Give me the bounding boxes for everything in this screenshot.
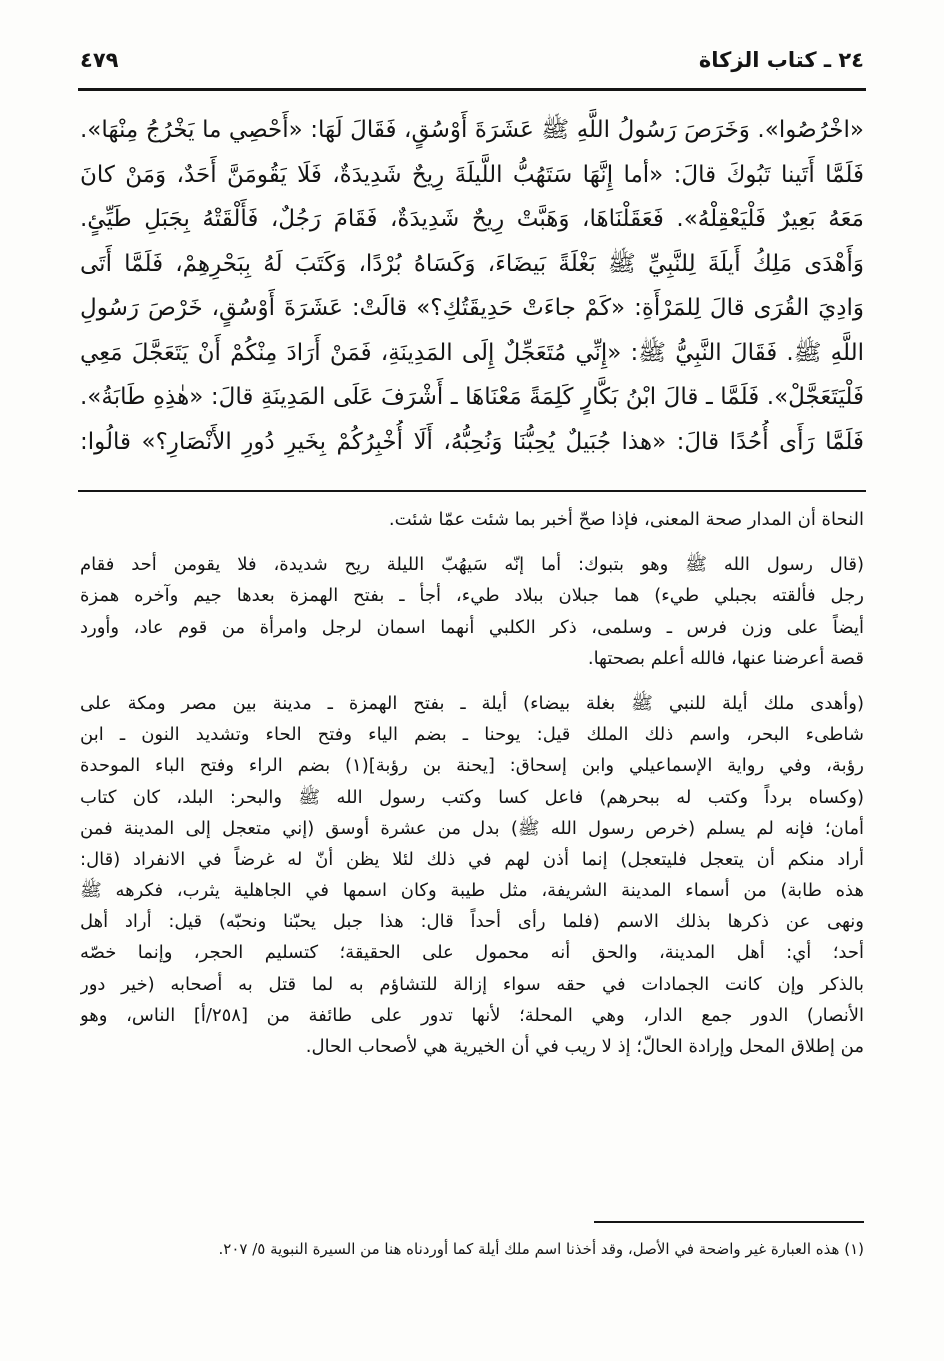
- commentary-line: شاطىء البحر، واسم ذلك الملك قيل: يوحنا ـ بضم الياء وفتح الحاء وتشديد النون ـ ابن: [80, 724, 864, 746]
- hadith-line: فَلَمَّا رَأَى أُحُدًا قالَ: «هذا جُبَيلٌ يُحِبُّنَا وَنُحِبُّهُ، أَلَا أُخْبِرُكُمْ بِخَيرِ دُورِ الأَنْصَارِ؟» قالُوا:: [80, 428, 864, 455]
- paragraph-gap: [80, 674, 864, 688]
- hadith-line: مَعَهُ بَعِيرٌ فَلْيَعْقِلْهُ». فَعَقَلْنَاهَا، وَهَبَّتْ رِيحٌ شَدِيدَةٌ، فَقَامَ رَجُلٌ، فَأَلْقَتْهُ بِجَبَلِ طَيِّئٍ.: [80, 206, 864, 232]
- commentary-line: أيضاً على وزن فرس ـ وسلمى، ذكر الكلبي أنهما اسمان لرجل وامرأة من قوم عاد، وأورد: [80, 616, 864, 638]
- hadith-text: [80, 108, 864, 464]
- paragraph-gap: [80, 535, 864, 549]
- page-header: [80, 48, 864, 88]
- hadith-line: وَادِيَ القُرَى قالَ لِلمَرْأَةِ: «كَمْ جاءَتْ حَدِيقَتُكِ؟» قالَتْ: عَشَرَةَ أَوْسُقٍ، خَرْصَ رَسُولِ: [80, 295, 864, 321]
- hadith-line: فَلْيَتَعَجَّلْ». فَلَمَّا ـ قالَ ابْنُ بَكَّارٍ كَلِمَةً مَعْنَاهَا ـ أَشْرَفَ عَلَى المَدِينَةِ قالَ: «هٰذِهِ طَابَةُ».: [80, 384, 864, 410]
- commentary-line: رؤبة، وفي رواية الإسماعيلي وابن إسحاق: [يحنة بن رؤبة](١) بضم الراء وفتح الباء الموحدة: [80, 755, 864, 777]
- commentary-line: أحد؛ أي: أهل المدينة، والحق أنه محمول على الحقيقة؛ كتسليم الحجر، وإنما خصّه: [80, 942, 864, 964]
- hadith-line: اللَّهِ ﷺ. فَقَالَ النَّبِيُّ ﷺ: «إِنِّي مُتَعَجِّلٌ إِلَى المَدِينَةِ، فَمَنْ أَرَادَ مِنْكُمْ أَنْ يَتَعَجَّلَ مَعِي: [80, 339, 864, 366]
- commentary-line: هذه طابة) من أسماء المدينة الشريفة، مثل طيبة وكان اسمها في الجاهلية يثرب، فكرهه ﷺ: [80, 880, 864, 902]
- commentary-line: بالذكر وإن كانت الجمادات في حقه سواء إزالة للتشاؤم به لما قتل به أصحابه (خير دور: [80, 973, 864, 995]
- footnote-rule: [594, 1221, 864, 1223]
- commentary-line: أمان؛ فإنه لم يسلم (خرص رسول الله ﷺ) بدل من عشرة أوسق (إني متعجل إلى المدينة فمن: [80, 817, 864, 839]
- commentary-line: أراد منكم أن يتعجل فليتعجل) إنما أذن لهم في ذلك لئلا يظن أنّ له غرضاً في الانفراد (قال:: [80, 848, 864, 870]
- chapter-title: ٢٤ ـ كتاب الزكاة: [698, 48, 864, 72]
- commentary-line: النحاة أن المدار صحة المعنى، فإذا صحّ أخبر بما شئت عمّا شئت.: [388, 509, 864, 530]
- commentary-line: (وكساه برداً وكتب له ببحرهم) فاعل كسا وكتب رسول الله ﷺ والبحر: البلد، كان كتاب: [80, 786, 864, 808]
- page-number: ٤٧٩: [80, 48, 119, 72]
- commentary-line: من إطلاق المحل وإرادة الحالّ؛ إذ لا ريب في أن الخيرية هي لأصحاب الحال.: [305, 1036, 864, 1057]
- commentary-line: ونهى عن ذكرها بذلك الاسم (فلما رأى أحداً قال: هذا جبل يحبّنا ونحبّه) قيل: أراد أهل: [80, 911, 864, 933]
- hadith-line: «اخْرُصُوا». وَخَرَصَ رَسُولُ اللَّهِ ﷺ عَشَرَةَ أَوْسُقٍ، فَقَالَ لَهَا: «أَحْصِي ما يَخْرُجُ مِنْهَا».: [80, 117, 864, 143]
- section-divider: [78, 490, 866, 492]
- commentary-line: (قال رسول الله ﷺ وهو بتبوك: أما إنّه سَيهُبّ الليلة ريح شديدة، فلا يقومن أحد فقام: [80, 554, 864, 576]
- header-rule: [78, 88, 866, 91]
- commentary-line: الأنصار) الدور جمع الدار، وهي المحلة؛ لأنها تدور على طائفة من [٢٥٨/أ] الناس، وهو: [80, 1004, 864, 1026]
- hadith-line: وَأَهْدَى مَلِكُ أَيلَةَ لِلنَّبِيِّ ﷺ بَغْلَةً بَيضَاءَ، وَكَسَاهُ بُرْدًا، وَكَتَبَ لَهُ بِبَحْرِهِمْ، فَلَمَّا أَتَى: [80, 250, 864, 277]
- commentary-text: [80, 504, 864, 1062]
- hadith-line: فَلَمَّا أَتَينا تَبُوكَ قالَ: «أما إِنَّهَا سَتَهُبُّ اللَّيلَةَ رِيحٌ شَدِيدَةٌ، فَلَا يَقُومَنَّ أَحَدٌ، وَمَنْ كانَ: [80, 161, 864, 188]
- commentary-line: (وأهدى ملك أيلة للنبي ﷺ بغلة بيضاء) أيلة ـ بفتح الهمزة ـ مدينة بين مصر ومكة على: [80, 692, 864, 714]
- commentary-line: رجل فألقته بجبلي طيء) هما جبلان ببلاد طيء، أجأ ـ بفتح الهمزة بعدها جيم وآخره همزة: [80, 585, 864, 607]
- footnote: (١) هذه العبارة غير واضحة في الأصل، وقد أخذنا اسم ملك أيلة كما أوردناه هنا من السيرة النبوية ٥/ ٢٠٧.: [218, 1240, 864, 1258]
- commentary-line: قصة أعرضنا عنها، فالله أعلم بصحتها.: [587, 647, 864, 669]
